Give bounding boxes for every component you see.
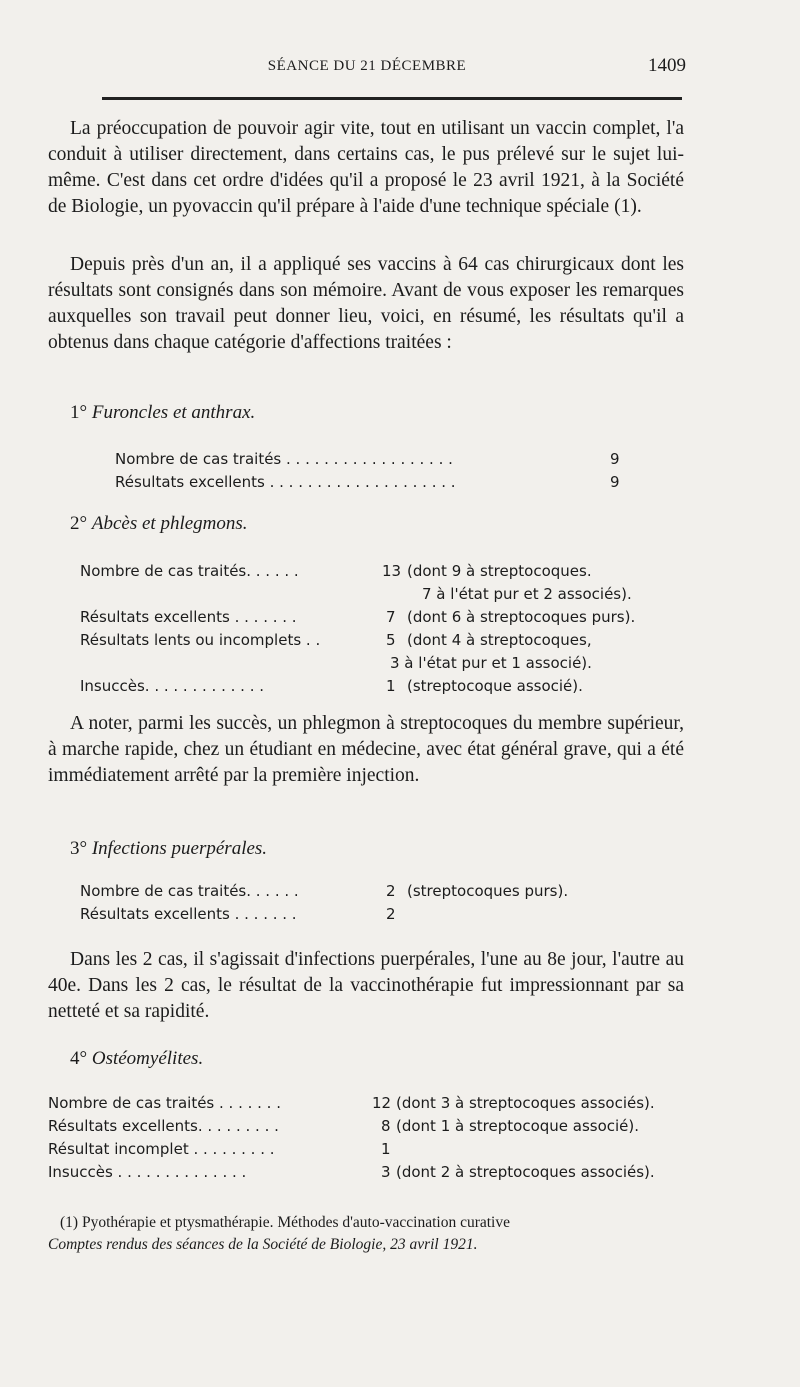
section-3-remark: Dans les 2 cas, il s'agissait d'infections puerpérales, l'une au 8e jour, l'autre au 40e. Dans les 2 cas, le résultat de la vaccinothérapie fut impressionnant par sa netteté et sa rapidité. — [48, 949, 684, 1022]
table-row — [48, 1115, 688, 1138]
section-3-heading — [70, 838, 267, 860]
row-label: Nombre de cas traités. . . . . . — [80, 562, 299, 580]
row-note: (dont 9 à streptocoques. — [407, 562, 592, 580]
row-note: (dont 1 à streptocoque associé). — [396, 1117, 640, 1135]
section-3-number: 3° — [70, 838, 88, 859]
row-value: 8 — [381, 1117, 391, 1135]
footnote-line-2: Comptes rendus des séances de la Société de Biologie, 23 avril 1921. — [48, 1236, 478, 1253]
table-row — [48, 1138, 688, 1161]
footnote — [48, 1212, 688, 1256]
row-note: (dont 4 à streptocoques, — [407, 631, 592, 649]
row-note: (dont 3 à streptocoques associés). — [396, 1094, 655, 1112]
section-3-table — [80, 880, 670, 926]
table-row — [80, 583, 670, 606]
row-note: (dont 6 à streptocoques purs). — [407, 608, 636, 626]
intro-paragraph-2: Depuis près d'un an, il a appliqué ses vaccins à 64 cas chirurgicaux dont les résultats sont consignés dans son mémoire. Avant de vous exposer les remarques auxquelles son travail peut donner lieu, voici, en résumé, les résultats qu'il a obtenus dans chaque catégorie d'affections traitées : — [48, 254, 684, 353]
section-4-number: 4° — [70, 1048, 88, 1069]
table-row — [80, 560, 670, 583]
header-rule — [102, 97, 682, 100]
section-4-heading — [70, 1048, 203, 1070]
row-value: 9 — [610, 473, 620, 491]
table-row — [48, 1161, 688, 1184]
section-1-number: 1° — [70, 402, 88, 423]
table-row — [80, 675, 670, 698]
table-row — [80, 629, 670, 652]
row-value: 1 — [386, 677, 396, 695]
table-row — [115, 448, 625, 471]
intro-paragraph-1: La préoccupation de pouvoir agir vite, tout en utilisant un vaccin complet, l'a conduit à utiliser directement, dans certains cas, le pus prélevé sur le sujet lui-même. C'est dans cet ordre d'idées qu'il a proposé le 23 avril 1921, à la Société de Biologie, un pyovaccin qu'il prépare à l'aide d'une technique spéciale (1). — [48, 118, 684, 217]
table-row — [48, 1092, 688, 1115]
row-note: (dont 2 à streptocoques associés). — [396, 1163, 655, 1181]
table-row — [80, 880, 670, 903]
section-3-title: Infections puerpérales. — [91, 838, 268, 859]
row-value: 1 — [381, 1140, 391, 1158]
row-label: Nombre de cas traités . . . . . . . — [48, 1094, 281, 1112]
row-value: 13 — [382, 562, 402, 580]
row-note: (streptocoque associé). — [407, 677, 583, 695]
row-note: (streptocoques purs). — [407, 882, 569, 900]
row-label: Nombre de cas traités. . . . . . — [80, 882, 299, 900]
section-2-title: Abcès et phlegmons. — [91, 513, 248, 534]
row-label: Résultats excellents . . . . . . . . . . . . . . . . . . . . — [115, 473, 456, 491]
row-value: 3 — [381, 1163, 391, 1181]
table-row — [80, 903, 670, 926]
section-2-heading — [70, 513, 248, 535]
section-2-table — [80, 560, 670, 698]
row-value: 7 — [386, 608, 396, 626]
row-value: 5 — [386, 631, 396, 649]
row-value: 2 — [386, 882, 396, 900]
section-4-table — [48, 1092, 688, 1184]
table-row — [80, 606, 670, 629]
row-value: 9 — [610, 450, 620, 468]
row-label: Résultats lents ou incomplets . . — [80, 631, 321, 649]
header-title: SÉANCE DU 21 DÉCEMBRE — [267, 58, 467, 74]
row-note: 7 à l'état pur et 2 associés). — [422, 585, 632, 603]
page-number: 1409 — [648, 55, 686, 76]
row-label: Résultats excellents . . . . . . . — [80, 608, 297, 626]
row-value: 2 — [386, 905, 396, 923]
row-label: Nombre de cas traités . . . . . . . . . . . . . . . . . . — [115, 450, 453, 468]
row-label: Résultats excellents . . . . . . . — [80, 905, 297, 923]
section-1-heading — [70, 402, 255, 424]
section-4-title: Ostéomyélites. — [91, 1048, 204, 1069]
row-note: 3 à l'état pur et 1 associé). — [390, 654, 592, 672]
section-1-title: Furoncles et anthrax. — [91, 402, 256, 423]
row-label: Insuccès . . . . . . . . . . . . . . — [48, 1163, 247, 1181]
row-label: Résultat incomplet . . . . . . . . . — [48, 1140, 275, 1158]
table-row — [80, 652, 670, 675]
footnote-line-1: (1) Pyothérapie et ptysmathérapie. Méthodes d'auto-vaccination curative — [60, 1214, 510, 1231]
section-2-remark: A noter, parmi les succès, un phlegmon à streptocoques du membre supérieur, à marche rapide, chez un étudiant en médecine, avec état général grave, qui a été immédiatement arrêté par la première injection. — [48, 713, 684, 786]
table-row — [115, 471, 625, 494]
section-2-number: 2° — [70, 513, 88, 534]
row-label: Résultats excellents. . . . . . . . . — [48, 1117, 279, 1135]
running-header — [48, 55, 686, 84]
row-value: 12 — [372, 1094, 392, 1112]
row-label: Insuccès. . . . . . . . . . . . . — [80, 677, 264, 695]
section-1-table — [115, 448, 625, 494]
